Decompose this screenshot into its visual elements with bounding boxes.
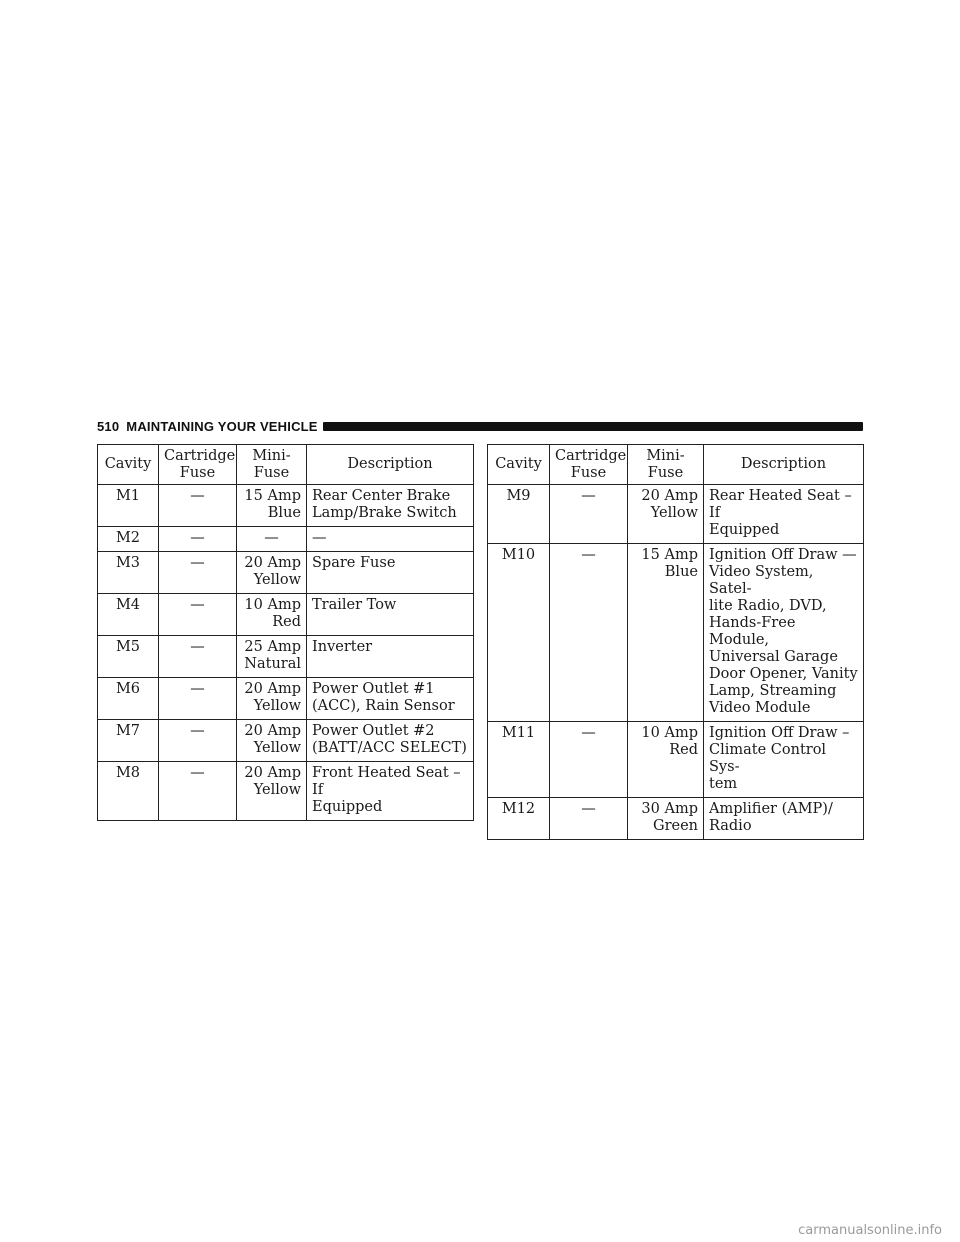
fuse-table-right-body — [488, 485, 864, 840]
column-header-cartridge-fuse: Cartridge Fuse — [159, 445, 237, 485]
table-header-row — [488, 445, 864, 485]
cavity-cell: M4 — [98, 594, 159, 636]
mini-fuse-cell: 15 Amp Blue — [237, 485, 307, 527]
mini-fuse-cell: 20 Amp Yellow — [237, 552, 307, 594]
cartridge-fuse-cell: — — [159, 485, 237, 527]
mini-fuse-cell: — — [237, 527, 307, 552]
table-row — [488, 544, 864, 722]
column-header-mini-fuse: Mini- Fuse — [628, 445, 704, 485]
description-cell: — — [307, 527, 474, 552]
table-row — [98, 678, 474, 720]
table-header-row — [98, 445, 474, 485]
column-header-description: Description — [704, 445, 864, 485]
cavity-cell: M12 — [488, 798, 550, 840]
cartridge-fuse-cell: — — [550, 485, 628, 544]
mini-fuse-cell: 30 Amp Green — [628, 798, 704, 840]
cartridge-fuse-cell: — — [159, 678, 237, 720]
table-row — [98, 594, 474, 636]
column-header-description: Description — [307, 445, 474, 485]
description-cell: Amplifier (AMP)/ Radio — [704, 798, 864, 840]
cavity-cell: M3 — [98, 552, 159, 594]
cavity-cell: M9 — [488, 485, 550, 544]
mini-fuse-cell: 20 Amp Yellow — [628, 485, 704, 544]
mini-fuse-cell: 10 Amp Red — [237, 594, 307, 636]
cartridge-fuse-cell: — — [550, 798, 628, 840]
table-row — [98, 762, 474, 821]
section-title: MAINTAINING YOUR VEHICLE — [126, 418, 318, 434]
cavity-cell: M11 — [488, 722, 550, 798]
description-cell: Trailer Tow — [307, 594, 474, 636]
column-header-mini-fuse: Mini- Fuse — [237, 445, 307, 485]
table-row — [98, 636, 474, 678]
watermark-text: carmanualsonline.info — [798, 1223, 942, 1238]
cartridge-fuse-cell: — — [159, 636, 237, 678]
table-row — [98, 485, 474, 527]
description-cell: Rear Heated Seat – If Equipped — [704, 485, 864, 544]
description-cell: Ignition Off Draw – Climate Control Sys- tem — [704, 722, 864, 798]
cartridge-fuse-cell: — — [550, 722, 628, 798]
table-row — [488, 485, 864, 544]
page-header-text — [97, 419, 318, 434]
header-rule — [323, 422, 863, 431]
column-header-cartridge-fuse: Cartridge Fuse — [550, 445, 628, 485]
page-header — [97, 418, 863, 434]
description-cell: Front Heated Seat – If Equipped — [307, 762, 474, 821]
mini-fuse-cell: 20 Amp Yellow — [237, 762, 307, 821]
fuse-table-left-body — [98, 485, 474, 821]
cartridge-fuse-cell: — — [159, 720, 237, 762]
cartridge-fuse-cell: — — [550, 544, 628, 722]
cavity-cell: M5 — [98, 636, 159, 678]
cavity-cell: M8 — [98, 762, 159, 821]
description-cell: Ignition Off Draw — Video System, Satel- lite Radio, DVD, Hands-Free Module, Universal Garage Door Opener, Vanity Lamp, Streaming Video Module — [704, 544, 864, 722]
description-cell: Inverter — [307, 636, 474, 678]
mini-fuse-cell: 15 Amp Blue — [628, 544, 704, 722]
cartridge-fuse-cell: — — [159, 594, 237, 636]
table-row — [98, 527, 474, 552]
cartridge-fuse-cell: — — [159, 762, 237, 821]
cartridge-fuse-cell: — — [159, 527, 237, 552]
column-header-cavity: Cavity — [488, 445, 550, 485]
mini-fuse-cell: 25 Amp Natural — [237, 636, 307, 678]
cavity-cell: M1 — [98, 485, 159, 527]
table-row — [488, 798, 864, 840]
mini-fuse-cell: 20 Amp Yellow — [237, 720, 307, 762]
mini-fuse-cell: 20 Amp Yellow — [237, 678, 307, 720]
fuse-table-right — [487, 444, 864, 840]
fuse-table-left — [97, 444, 474, 821]
page-number: 510 — [97, 418, 120, 434]
column-header-cavity: Cavity — [98, 445, 159, 485]
description-cell: Power Outlet #2 (BATT/ACC SELECT) — [307, 720, 474, 762]
cavity-cell: M6 — [98, 678, 159, 720]
cavity-cell: M10 — [488, 544, 550, 722]
cavity-cell: M7 — [98, 720, 159, 762]
cartridge-fuse-cell: — — [159, 552, 237, 594]
table-row — [488, 722, 864, 798]
table-row — [98, 720, 474, 762]
table-row — [98, 552, 474, 594]
cavity-cell: M2 — [98, 527, 159, 552]
description-cell: Rear Center Brake Lamp/Brake Switch — [307, 485, 474, 527]
mini-fuse-cell: 10 Amp Red — [628, 722, 704, 798]
description-cell: Spare Fuse — [307, 552, 474, 594]
description-cell: Power Outlet #1 (ACC), Rain Sensor — [307, 678, 474, 720]
